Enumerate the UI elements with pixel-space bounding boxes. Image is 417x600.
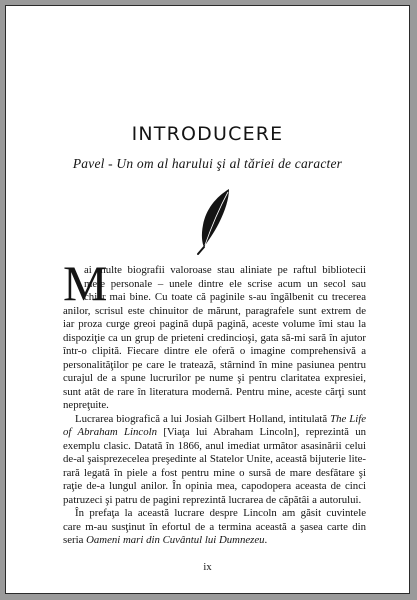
paragraph-line: sunt atât de rare în literatura modernă. Pentru mine, aceste cărţi sunt [63, 385, 366, 398]
paragraph-line: mele personale – unele dintre ele scrise acum un secol sau [84, 277, 366, 290]
paragraph-line: dispoziţie ca un grup de prieteni credincioşi, gata să-mi sară în ajutor [63, 331, 366, 344]
paragraph-line [63, 426, 366, 440]
chapter-subtitle: Pavel - Un om al harului şi al tăriei de caracter [72, 156, 343, 171]
book-title-italic: The Life [330, 412, 366, 425]
paragraph-line: chiar mai bine. Cu toate că paginile s-au îngălbenit cu trecerea [84, 291, 366, 303]
chapter-title: INTRODUCERE [131, 123, 284, 145]
paragraph-line: iar proza curge greoi pagină după pagină, aceste volume îmi stau la [63, 318, 366, 330]
page-number: ix [203, 562, 212, 573]
text-run: . [264, 534, 268, 546]
paragraph-line: personalităţilor pe care le tratează, stârnind în mine pasiunea pentru [63, 358, 366, 371]
book-page [5, 5, 410, 594]
paragraph-line: exemplu clasic. Datată în 1866, anul imediat următor asasinării celui [63, 439, 366, 452]
book-title-italic: of Abraham Lincoln [63, 426, 158, 438]
quill-feather-icon [194, 187, 234, 255]
paragraph-line: În prefaţa la această lucrare despre Lincoln am găsit cuvintele [75, 507, 366, 519]
paragraph-line: de-al şaisprezecelea preşedinte al Statelor Unite, această bijuterie lite- [63, 453, 366, 465]
paragraph-line: într-o clipită. Fiecare dintre ele oferă o imagine comprehensivă a [63, 345, 366, 357]
paragraph-line: rară legată în piele a fost pentru mine o sursă de mare desfătare şi [63, 466, 366, 479]
paragraph-line: patruzeci şi patru de pagini reprezintă lucrarea de căpătâi a autorului. [63, 493, 362, 506]
paragraph-line: care m-au susţinut în efortul de a termina această a şasea carte din [63, 520, 366, 533]
text-run: [Viaţa lui Abraham Lincoln], reprezintă un [157, 426, 366, 438]
drop-cap: M [63, 255, 108, 311]
paragraph-line [63, 534, 366, 548]
paragraph-line: raţie de-a lungul anilor. În opinia mea, capodopera aceasta de cinci [63, 480, 366, 492]
body-text [63, 255, 366, 548]
series-title-italic: Oameni mari din Cuvântul lui Dumnezeu [86, 534, 265, 546]
paragraph-line: curajul de a spune lucrurilor pe nume şi pentru claritatea expresiei, [63, 372, 366, 384]
paragraph-line: anilor, scrisul este chinuitor de mărunt, paragrafele sunt extrem de [63, 304, 366, 317]
text-run: Lucrarea biografică a lui Josiah Gilbert Holland, intitulată [75, 412, 331, 425]
paragraph-line: nepreţuite. [63, 399, 109, 411]
paragraph-line: ai multe biografii valoroase stau aliniate pe raftul bibliotecii [84, 264, 366, 276]
paragraph-line [63, 413, 366, 427]
text-run: seria [63, 534, 87, 546]
